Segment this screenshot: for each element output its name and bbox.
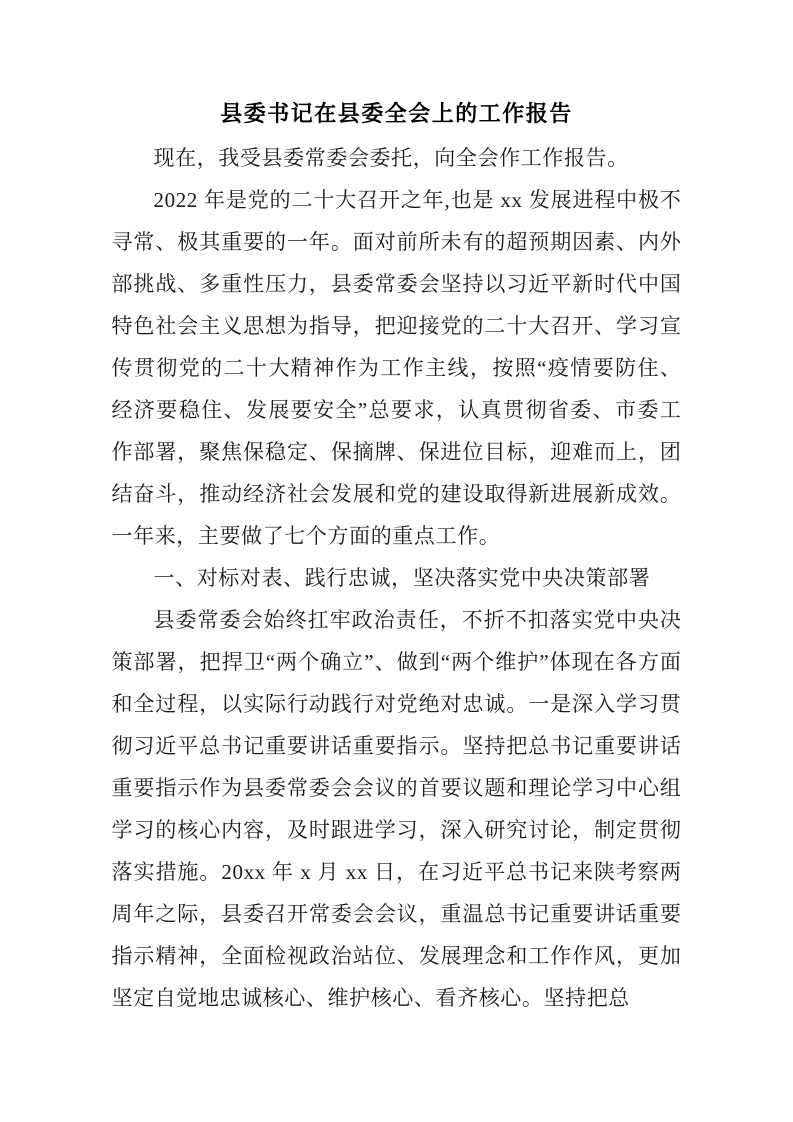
document-title: 县委书记在县委全会上的工作报告: [220, 101, 573, 126]
section-heading-1: 一、对标对表、践行忠诚，坚决落实党中央决策部署: [153, 566, 651, 590]
paragraph-overview: 2022 年是党的二十大召开之年,也是 xx 发展进程中极不寻常、极其重要的一年。面对前所未有的超预期因素、内外部挑战、多重性压力，县委常委会坚持以习近平新时代中国特色社会主义思想为指导，把迎接党的二十大召开、学习宣传贯彻党的二十大精神作为工作主线，按照“疫情要防住、经济要稳住、发展要安全”总要求，认真贯彻省委、市委工作部署，聚焦保稳定、保摘牌、保进位目标，迎难而上，团结奋斗，推动经济社会发展和党的建设取得新进展新成效。一年来，主要做了七个方面的重点工作。: [111, 188, 682, 548]
paragraph-section-1-body: 县委常委会始终扛牢政治责任，不折不扣落实党中央决策部署，把捍卫“两个确立”、做到“两个维护”体现在各方面和全过程，以实际行动践行对党绝对忠诚。一是深入学习贯彻习近平总书记重要讲话重要指示。坚持把总书记重要讲话重要指示作为县委常委会会议的首要议题和理论学习中心组学习的核心内容，及时跟进学习，深入研究讨论，制定贯彻落实措施。20xx 年 x 月 xx 日，在习近平总书记来陕考察两周年之际，县委召开常委会会议，重温总书记重要讲话重要指示精神，全面检视政治站位、发展理念和工作作风，更加坚定自觉地忠诚核心、维护核心、看齐核心。坚持把总: [111, 608, 682, 1010]
paragraph-intro: 现在，我受县委常委会委托，向全会作工作报告。: [153, 146, 629, 170]
document-body: [112, 137, 682, 1019]
